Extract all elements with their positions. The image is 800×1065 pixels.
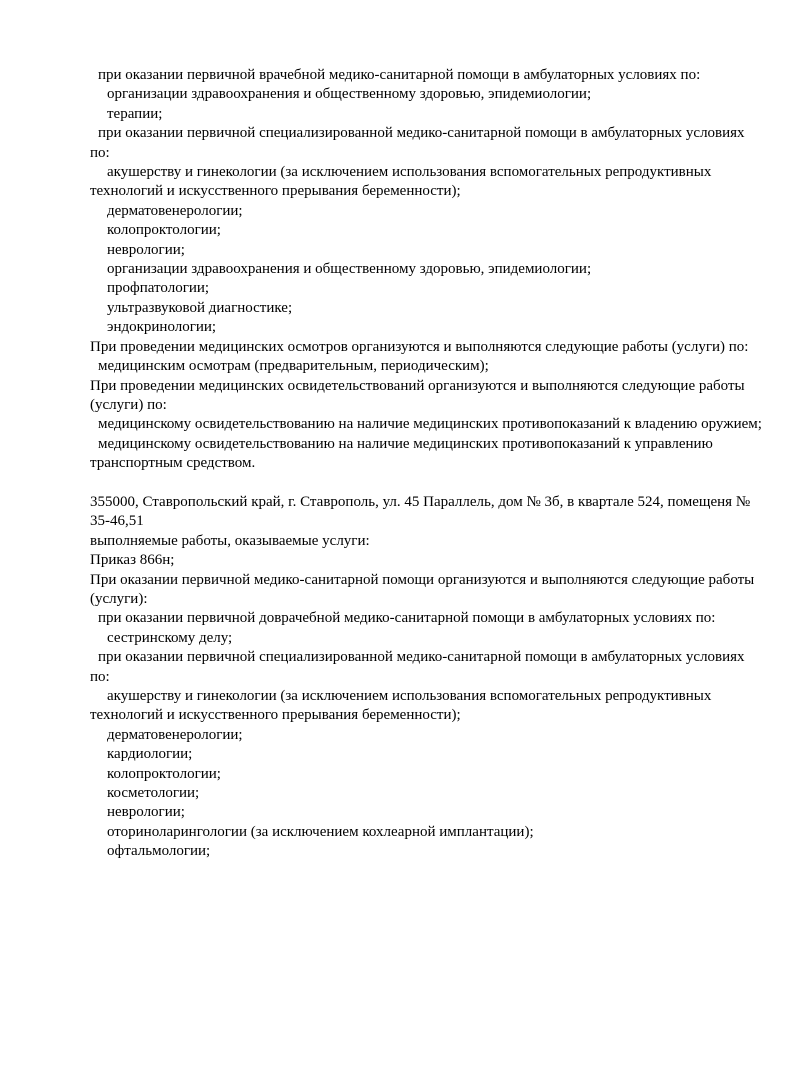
text-line: терапии; — [107, 105, 163, 122]
license-works-section-continued — [90, 66, 765, 474]
text-line: При проведении медицинских осмотров организуются и выполняются следующие работы (услуги) по: — [90, 338, 749, 355]
text-line: колопроктологии; — [107, 765, 221, 782]
text-line: акушерству и гинекологии (за исключением использования вспомогательных репродуктивных технологий и искусственного прерывания беременности); — [90, 164, 712, 200]
text-line: при оказании первичной врачебной медико-санитарной помощи в амбулаторных условиях по: — [98, 67, 701, 83]
text-line: сестринскому делу; — [107, 629, 233, 646]
text-line: профпатологии; — [107, 280, 210, 297]
text-line: оториноларингологии (за исключением кохлеарной имплантации); — [107, 823, 534, 840]
text-line: ультразвуковой диагностике; — [107, 299, 293, 316]
text-line: выполняемые работы, оказываемые услуги: — [90, 532, 370, 549]
text-line: медицинскому освидетельствованию на наличие медицинских противопоказаний к управлению транспортным средством. — [90, 435, 713, 472]
text-line: неврологии; — [107, 804, 185, 821]
text-line: при оказании первичной доврачебной медико-санитарной помощи в амбулаторных условиях по: — [98, 610, 716, 627]
text-line: При оказании первичной медико-санитарной помощи организуются и выполняются следующие работы (услуги): — [90, 571, 755, 607]
text-line: медицинским осмотрам (предварительным, периодическим); — [98, 358, 489, 375]
text-line: при оказании первичной специализированной медико-санитарной помощи в амбулаторных условиях по: — [90, 649, 745, 685]
text-line: колопроктологии; — [107, 222, 221, 239]
text-line: медицинскому освидетельствованию на наличие медицинских противопоказаний к владению оружием; — [98, 416, 762, 433]
address-line: 355000, Ставропольский край, г. Ставрополь, ул. 45 Параллель, дом № 3б, в квартале 524, помещеня № 35-46,51 — [90, 493, 751, 530]
text-line: при оказании первичной специализированной медико-санитарной помощи в амбулаторных условиях по: — [90, 125, 745, 161]
text-line: организации здравоохранения и общественному здоровью, эпидемиологии; — [107, 261, 592, 278]
text-line: При проведении медицинских освидетельствований организуются и выполняются следующие работы (услуги) по: — [90, 377, 745, 413]
text-line: организации здравоохранения и общественному здоровью, эпидемиологии; — [107, 86, 592, 103]
text-line: дерматовенерологии; — [107, 202, 243, 219]
text-line: дерматовенерологии; — [107, 726, 243, 743]
text-line: Приказ 866н; — [90, 552, 175, 569]
text-line: кардиологии; — [107, 746, 193, 763]
text-line: акушерству и гинекологии (за исключением использования вспомогательных репродуктивных технологий и искусственного прерывания беременности); — [90, 687, 712, 724]
text-line: косметологии; — [107, 785, 200, 802]
text-line: офтальмологии; — [107, 843, 211, 860]
text-line: эндокринологии; — [107, 319, 217, 336]
text-line: неврологии; — [107, 241, 185, 258]
license-address-works-section — [90, 493, 765, 862]
